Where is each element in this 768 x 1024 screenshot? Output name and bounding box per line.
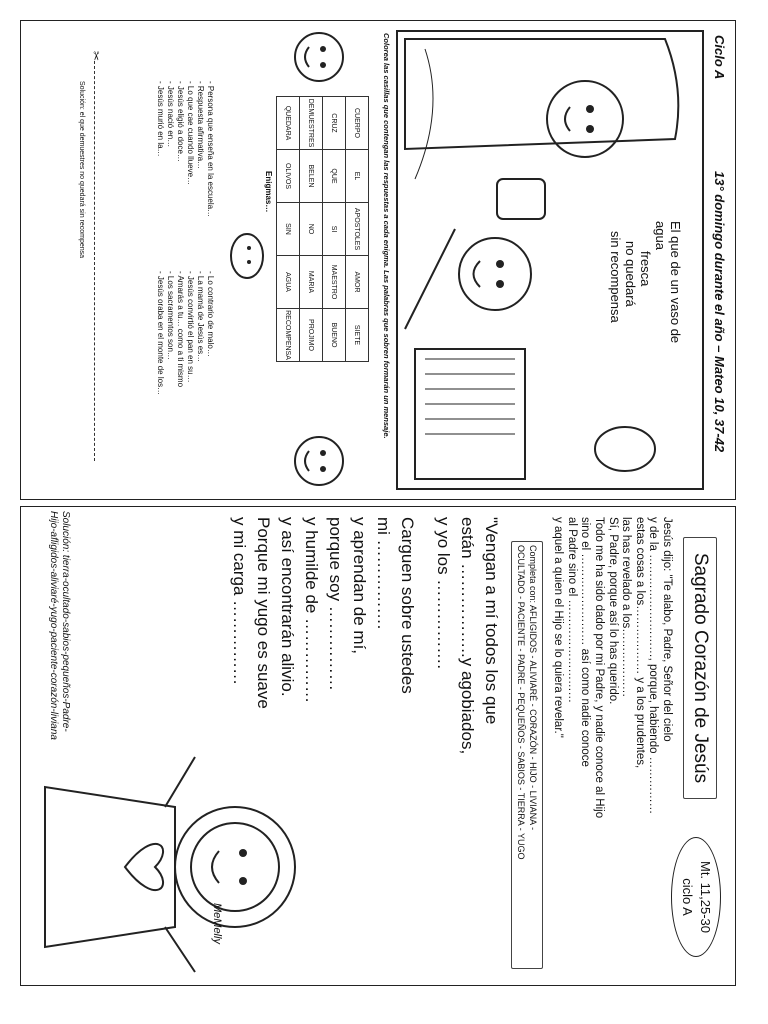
invitation-line: están ……………..y agobiados,	[458, 517, 477, 755]
top-solution: Solución: el que demuestres no quedará sin recompensa	[78, 81, 85, 259]
invitation-line: mi …………….	[374, 517, 393, 630]
invitation-line	[419, 517, 431, 817]
quote-line-4: sin recompensa	[608, 231, 623, 323]
grid-cell[interactable]: QUE	[323, 150, 346, 203]
top-worksheet-panel	[20, 20, 736, 500]
gospel-line: y de la ………………………, porque, habiendo ……………	[647, 517, 660, 815]
page-title: Sagrado Corazón de Jesús	[683, 537, 717, 799]
enigma-item: - Lo contrario de malo…	[206, 271, 215, 357]
word-grid	[276, 96, 369, 362]
gospel-line: las has revelado a los………………	[620, 517, 633, 698]
enigma-item: - Amarás a tu… como a ti mismo	[176, 271, 185, 388]
grid-cell[interactable]: AGUA	[277, 256, 300, 309]
cycle-label: Ciclo A	[712, 35, 727, 80]
grid-cell[interactable]: QUEDARA	[277, 97, 300, 150]
lamb-icon	[219, 226, 275, 286]
grid-cell[interactable]: SIETE	[346, 309, 369, 362]
word-bank	[511, 541, 543, 969]
grid-cell[interactable]: OLIVOS	[277, 150, 300, 203]
grid-row	[323, 97, 346, 362]
grid-cell[interactable]: AMOR	[346, 256, 369, 309]
grid-cell[interactable]: RECOMPENSA	[277, 309, 300, 362]
enigma-item: - Jesús oraba en el monte de los…	[156, 271, 165, 396]
gospel-line: y aquel a quien el Hijo se lo quiera revelar."	[552, 517, 565, 738]
invitation-line: y aprendan de mí,	[350, 517, 369, 655]
enigma-item: - Los sacramentos son…	[166, 271, 175, 360]
grid-cell[interactable]: BUENO	[323, 309, 346, 362]
reference-oval	[671, 837, 721, 957]
gospel-line: al Padre sino el ………………………	[565, 517, 578, 703]
quote-line-1: El que de un vaso de agua	[653, 221, 683, 344]
gospel-line: Jesús dijo: "Te alabo, Padre, Señor del cielo	[661, 517, 673, 742]
invitation-line: porque soy ……………	[326, 517, 345, 691]
invitation-line: y así encontrarán alivio.	[278, 517, 297, 697]
grid-cell[interactable]: SI	[323, 203, 346, 256]
grid-cell[interactable]: CRUZ	[323, 97, 346, 150]
gospel-line: Todo me ha sido dado por mi Padre, y nadie conoce al Hijo	[593, 517, 606, 819]
enigma-item: - Jesús eligió a doce…	[176, 81, 185, 162]
grid-cell[interactable]: CUERPO	[346, 97, 369, 150]
instructions-text: Colorea las casillas que contengan las respuestas a cada enigma. Las palabras que sobren formarán un mensaje.	[382, 33, 391, 439]
enigma-item: - Lo que cae cuando llueve…	[186, 81, 195, 186]
quote-line-3: no quedará	[623, 241, 638, 307]
gospel-line: estas cosas a los……………… y a los prudentes,	[633, 517, 646, 769]
grid-cell[interactable]: NO	[300, 203, 323, 256]
grid-cell[interactable]: MAESTRO	[323, 256, 346, 309]
invitation-line: y humilde de ……………	[302, 517, 321, 704]
bottom-solution	[47, 511, 71, 761]
invitation-line: Porque mi yugo es suave	[254, 517, 273, 709]
grid-cell[interactable]: APOSTOLES	[346, 203, 369, 256]
artist-signature: MeMelly	[211, 903, 223, 944]
grid-row	[277, 97, 300, 362]
invitation-line: "Vengan a mí todos los que	[482, 517, 501, 725]
enigmas-title: Enigmas…	[264, 171, 273, 213]
enigma-item: - Jesús murió en la…	[156, 81, 165, 157]
grid-row	[346, 97, 369, 362]
gospel-line: Sí, Padre, porque así lo has querido.	[606, 517, 619, 705]
enigma-item: - Respuesta afirmativa…	[196, 81, 205, 170]
grid-cell[interactable]: BELEN	[300, 150, 323, 203]
quote-line-2: fresca	[638, 251, 653, 287]
solution-line: Hijo-afligidos-aliviaré-yugo-paciente-corazón-liviana	[48, 511, 59, 740]
enigma-item: - Jesús convirtió el pan en su…	[186, 271, 195, 383]
enigmas-right-list	[155, 271, 215, 451]
enigma-item: - La mamá de Jesús es…	[196, 271, 205, 363]
grid-cell[interactable]: DEMUESTRES	[300, 97, 323, 150]
enigma-item: - Jesús nació en…	[166, 81, 175, 148]
jesus-illustration	[35, 747, 305, 977]
solution-line: Solución: tierra-ocultado-sabios-pequeños-Padre-	[60, 511, 71, 732]
gospel-line: sino el …………………… así como nadie conoce	[579, 517, 592, 767]
grid-cell[interactable]: PROJIMO	[300, 309, 323, 362]
reference-line: Mt. 11,25-30	[698, 860, 713, 934]
boy-face-right-icon	[275, 429, 355, 493]
invitation-line: Carguen sobre ustedes	[398, 517, 417, 694]
boy-face-left-icon	[275, 25, 355, 89]
enigmas-left-list	[155, 81, 215, 251]
invitation-line: y mi carga ……………	[230, 517, 249, 686]
grid-cell[interactable]: EL	[346, 150, 369, 203]
invitation-line: y yo los …………….	[434, 517, 453, 670]
bottom-worksheet-panel	[20, 506, 736, 986]
enigma-item: - Persona que enseña en la escuela…	[206, 81, 215, 218]
bottom-rotated-content	[21, 507, 735, 985]
word-bank-label: Completa con:	[528, 545, 538, 604]
grid-cell[interactable]: MARIA	[300, 256, 323, 309]
page-heading: 13° domingo durante el año – Mateo 10, 37-42	[712, 171, 727, 453]
reference-line: ciclo A	[680, 878, 695, 916]
gospel-text	[551, 517, 673, 977]
grid-row	[300, 97, 323, 362]
top-rotated-content	[21, 21, 735, 499]
quote-text	[608, 221, 683, 371]
word-bank-words: OCULTADO - PACIENTE - PADRE - PEQUEÑOS - SABIOS - TIERRA - YUGO	[516, 545, 526, 860]
grid-cell[interactable]: SIN	[277, 203, 300, 256]
cut-line	[94, 61, 95, 461]
word-bank-words: AFLIGIDOS - ALIVIARÉ - CORAZÓN - HIJO - LIVIANA -	[528, 605, 538, 831]
scissors-icon: ✂	[89, 51, 103, 62]
